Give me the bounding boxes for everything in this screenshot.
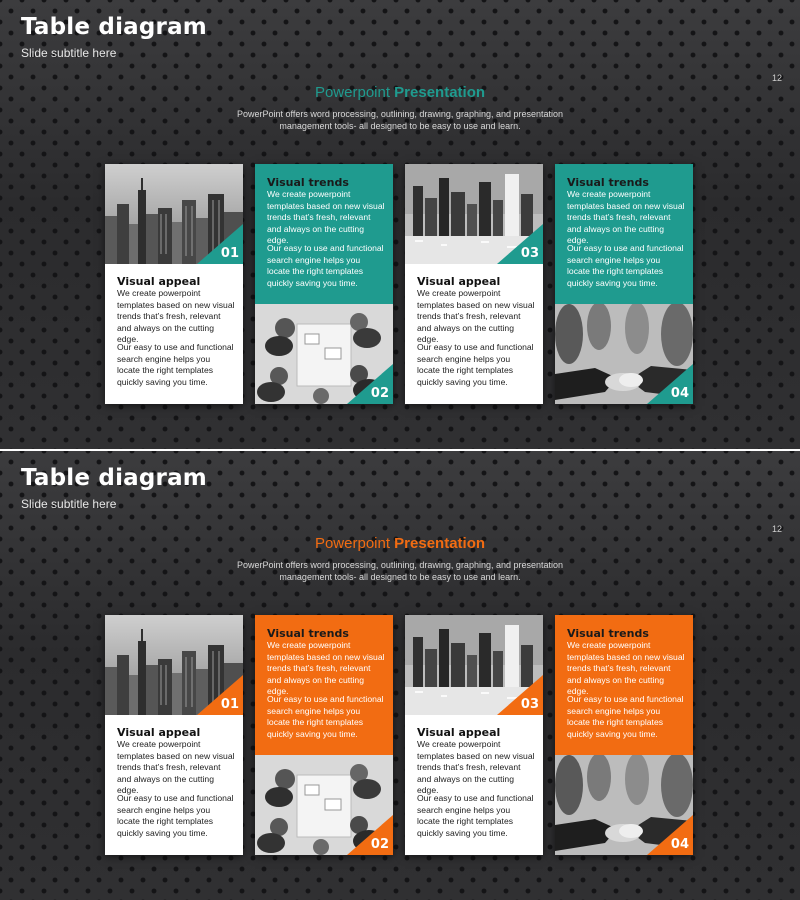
card-paragraph: Our easy to use and functional search engine helps you locate the right templates quickly saving you time. [417,341,534,387]
card-paragraph: Our easy to use and functional search engine helps you locate the right templates quickly saving you time. [267,693,384,739]
handshake-icon [555,304,693,404]
card-text [117,275,235,388]
card-text [417,275,535,388]
card-text [567,176,685,289]
card-02 [255,615,393,855]
slide-title: Table diagram [21,465,207,491]
card-number: 04 [670,386,689,401]
section-heading [0,535,800,552]
card-title: Visual appeal [417,726,501,739]
card-text [567,627,685,740]
card-paragraph: Our easy to use and functional search engine helps you locate the right templates quickly saving you time. [117,792,234,838]
page-number: 12 [771,524,782,534]
city-skyline-icon [105,615,243,715]
card-number: 01 [220,697,239,712]
card-text [117,726,235,839]
heading-bold: Presentation [394,84,486,101]
card-text [417,726,535,839]
slide-teal [0,0,800,449]
card-number: 04 [670,837,689,852]
card-paragraph: We create powerpoint templates based on new visual trends that’s fresh, relevant and always on the cutting edge. [267,189,385,246]
card-04 [555,164,693,404]
slide-subtitle: Slide subtitle here [21,46,117,60]
card-03 [405,164,543,404]
intro-text [200,559,600,583]
heading-bold: Presentation [394,535,486,552]
meeting-table-icon [255,304,393,404]
intro-line: PowerPoint offers word processing, outlining, drawing, graphing, and presentation [236,560,564,570]
card-number: 03 [520,246,539,261]
card-02 [255,164,393,404]
card-paragraph: We create powerpoint templates based on new visual trends that’s fresh, relevant and always on the cutting edge. [567,640,685,697]
card-paragraph: We create powerpoint templates based on new visual trends that’s fresh, relevant and always on the cutting edge. [567,189,685,246]
card-text [267,176,385,289]
card-paragraph: Our easy to use and functional search engine helps you locate the right templates quickly saving you time. [567,242,684,288]
card-color-panel [255,615,393,755]
card-title: Visual trends [567,176,649,189]
card-number: 02 [370,386,389,401]
card-color-panel [555,164,693,304]
card-color-panel [555,615,693,755]
card-title: Visual trends [267,176,349,189]
section-heading [0,84,800,101]
city-skyline-icon [105,164,243,264]
card-paragraph: We create powerpoint templates based on new visual trends that’s fresh, relevant and always on the cutting edge. [117,288,235,345]
card-number: 01 [220,246,239,261]
card-paragraph: We create powerpoint templates based on new visual trends that’s fresh, relevant and always on the cutting edge. [117,739,235,796]
card-paragraph: Our easy to use and functional search engine helps you locate the right templates quickly saving you time. [267,242,384,288]
card-paragraph: Our easy to use and functional search engine helps you locate the right templates quickly saving you time. [117,341,234,387]
meeting-table-icon [255,755,393,855]
card-paragraph: We create powerpoint templates based on new visual trends that’s fresh, relevant and always on the cutting edge. [417,739,535,796]
card-title: Visual trends [267,627,349,640]
card-paragraph: We create powerpoint templates based on new visual trends that’s fresh, relevant and always on the cutting edge. [417,288,535,345]
slide-subtitle: Slide subtitle here [21,497,117,511]
intro-text [200,108,600,132]
card-01 [105,615,243,855]
card-paragraph: Our easy to use and functional search engine helps you locate the right templates quickly saving you time. [417,792,534,838]
card-04 [555,615,693,855]
intro-line: management tools- all designed to be easy to use and learn. [279,121,521,131]
slide-orange [0,451,800,900]
card-03 [405,615,543,855]
card-title: Visual appeal [117,275,201,288]
card-title: Visual trends [567,627,649,640]
card-01 [105,164,243,404]
intro-line: management tools- all designed to be easy to use and learn. [279,572,521,582]
handshake-icon [555,755,693,855]
card-color-panel [255,164,393,304]
card-text [267,627,385,740]
intro-line: PowerPoint offers word processing, outlining, drawing, graphing, and presentation [236,109,564,119]
card-number: 03 [520,697,539,712]
card-title: Visual appeal [117,726,201,739]
waterfront-city-icon [405,164,543,264]
card-title: Visual appeal [417,275,501,288]
card-paragraph: We create powerpoint templates based on new visual trends that’s fresh, relevant and always on the cutting edge. [267,640,385,697]
slide-title: Table diagram [21,14,207,40]
heading-light: Powerpoint [314,84,395,101]
card-number: 02 [370,837,389,852]
heading-light: Powerpoint [314,535,395,552]
waterfront-city-icon [405,615,543,715]
page-number: 12 [771,73,782,83]
card-paragraph: Our easy to use and functional search engine helps you locate the right templates quickly saving you time. [567,693,684,739]
